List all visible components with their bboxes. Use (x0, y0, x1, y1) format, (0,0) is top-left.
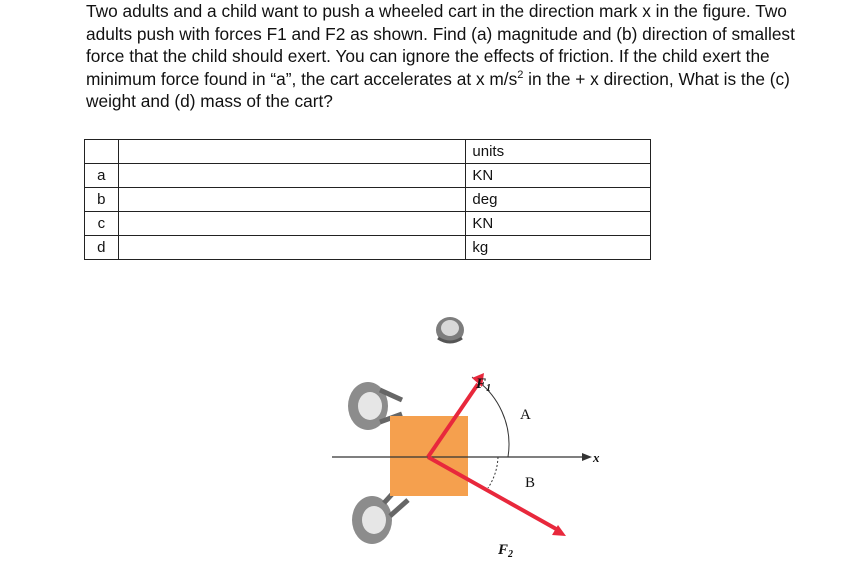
cart-force-figure (320, 298, 620, 566)
f2-label (497, 542, 513, 560)
answer-label: d (85, 236, 119, 260)
answer-unit: KN (466, 212, 651, 236)
header-unit-cell: units (466, 140, 651, 164)
angle-a-label: A (520, 407, 531, 423)
answer-table (84, 139, 651, 260)
f1-label (475, 376, 491, 394)
header-value-cell (118, 140, 466, 164)
answer-row-c (85, 212, 651, 236)
answer-unit: deg (466, 188, 651, 212)
answer-label: b (85, 188, 119, 212)
angle-b-arc (488, 457, 498, 488)
header-label-cell (85, 140, 119, 164)
f1-subscript: 1 (486, 383, 492, 394)
f2-symbol: F (498, 542, 509, 558)
angle-b-label: B (525, 475, 536, 491)
answer-value-cell[interactable] (118, 164, 466, 188)
f2-subscript: 2 (508, 549, 514, 560)
answer-row-b (85, 188, 651, 212)
answer-label: c (85, 212, 119, 236)
answer-value-cell[interactable] (118, 236, 466, 260)
answer-value-cell[interactable] (118, 212, 466, 236)
problem-text-before-unit: Two adults and a child want to push a wheeled cart in the direction mark x in the figure. Two adults push with forces F1 and F2 as shown. Find (a) magnitude and (b) direction of smallest force that the child should exert. You can ignore the effects of friction. If the child exert the minimum force found in “a”, the cart accelerates at x m/s (86, 1, 795, 89)
problem-text-after-unit: in the + x direction, What is the (c) weight and (d) mass of the cart? (86, 68, 790, 112)
answer-value-cell[interactable] (118, 188, 466, 212)
f1-symbol: F (476, 376, 487, 392)
answer-row-d (85, 236, 651, 260)
x-axis-arrowhead (582, 453, 592, 461)
unit-superscript: 2 (517, 69, 524, 82)
child-figure (436, 317, 464, 343)
answer-unit: KN (466, 164, 651, 188)
answer-row-a (85, 164, 651, 188)
answer-unit: kg (466, 236, 651, 260)
problem-statement (86, 0, 831, 113)
answer-table-header-row (85, 140, 651, 164)
x-axis-label: x (593, 450, 600, 465)
answer-label: a (85, 164, 119, 188)
